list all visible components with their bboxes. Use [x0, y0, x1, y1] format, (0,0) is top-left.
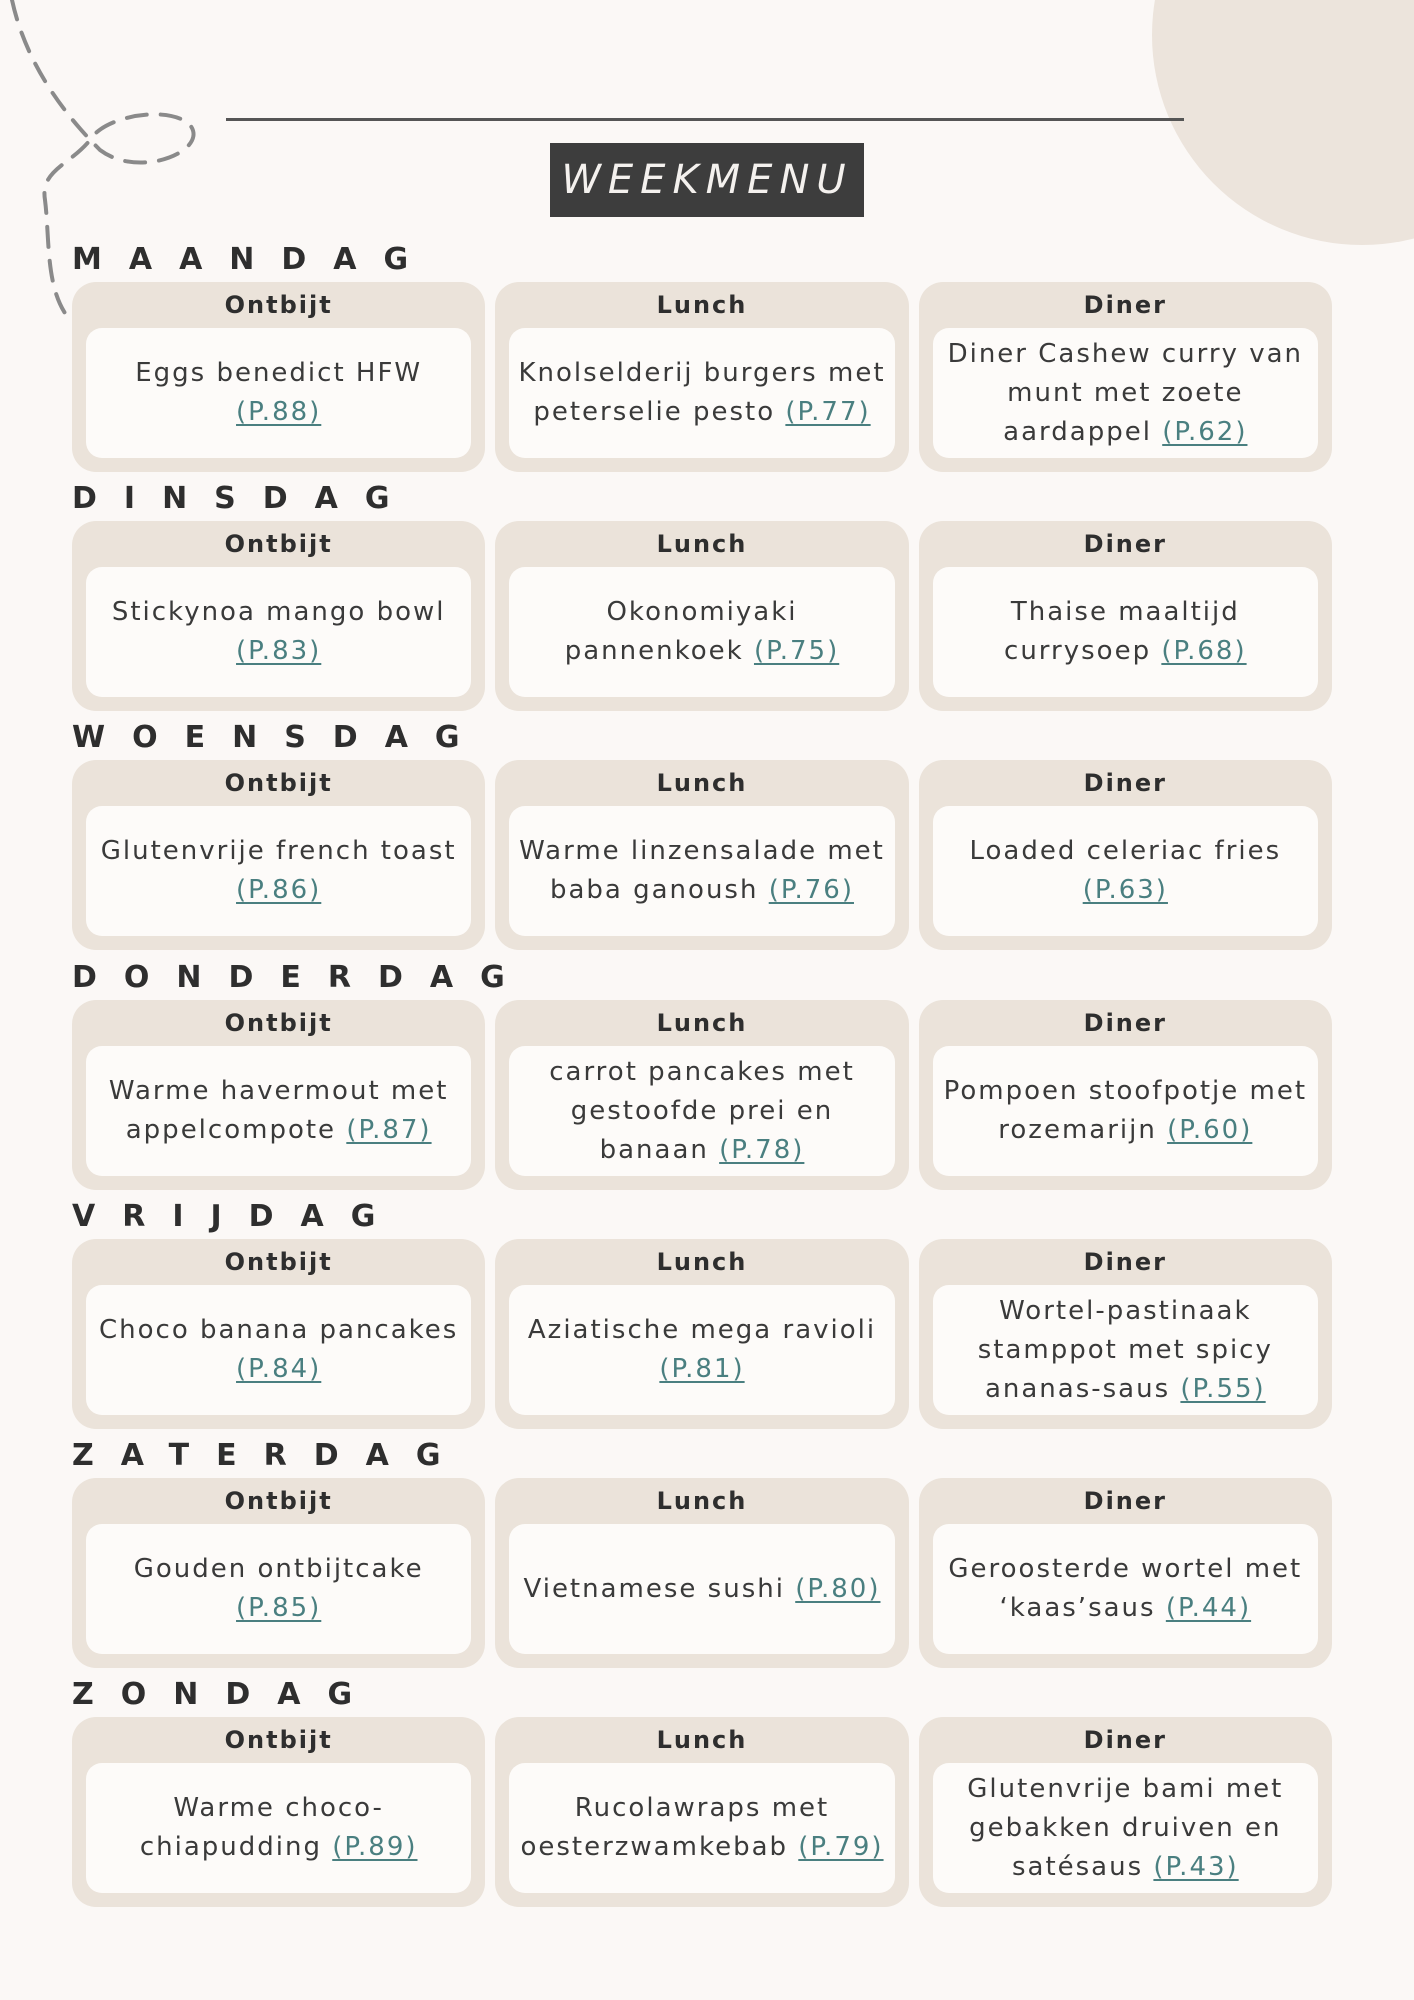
dish-name: Choco banana pancakes: [98, 1315, 459, 1345]
dish-name: Loaded celeriac fries: [969, 836, 1282, 866]
meal-card-lunch: [495, 1000, 908, 1190]
day-heading: MAANDAG: [72, 242, 436, 277]
meal-row: [72, 282, 1342, 472]
meal-text: [939, 1292, 1312, 1409]
dish-name: Gouden ontbijtcake: [133, 1554, 424, 1584]
meal-description: [509, 1046, 894, 1176]
meal-description: [933, 1285, 1318, 1415]
meal-description: [509, 806, 894, 936]
dish-name: Geroosterde wortel met ‘kaas’saus: [948, 1554, 1303, 1623]
recipe-page-link[interactable]: (P.43): [1153, 1851, 1239, 1882]
dish-name: Stickynoa mango bowl: [111, 597, 446, 627]
meal-card-lunch: [495, 760, 908, 950]
recipe-page-link[interactable]: (P.79): [798, 1832, 884, 1862]
meal-description: [933, 806, 1318, 936]
recipe-page-link[interactable]: (P.77): [785, 397, 871, 427]
meal-label: Lunch: [656, 1248, 748, 1276]
recipe-page-link[interactable]: (P.78): [719, 1134, 805, 1165]
meal-text: [515, 1311, 888, 1389]
meal-text: [92, 1789, 465, 1867]
day-section-woensdag: [72, 716, 1342, 950]
dish-name: Warme linzensalade met baba ganoush: [519, 836, 885, 905]
meal-label: Diner: [1083, 1487, 1167, 1515]
meal-text: [524, 1570, 881, 1609]
day-heading: ZATERDAG: [72, 1438, 468, 1473]
meal-description: [933, 1046, 1318, 1176]
day-section-vrijdag: [72, 1195, 1342, 1429]
meal-label: Lunch: [656, 769, 748, 797]
meal-card-lunch: [495, 282, 908, 472]
meal-text: [939, 1072, 1312, 1150]
meal-card-breakfast: [72, 1000, 485, 1190]
meal-text: [515, 354, 888, 432]
meal-card-lunch: [495, 1478, 908, 1668]
dish-name: Warme choco-chiapudding: [139, 1793, 384, 1862]
meal-label: Diner: [1083, 1248, 1167, 1276]
recipe-page-link[interactable]: (P.89): [332, 1832, 418, 1862]
meal-card-lunch: [495, 1717, 908, 1907]
dish-name: Warme havermout met appelcompote: [108, 1076, 449, 1145]
recipe-page-link[interactable]: (P.88): [236, 397, 322, 427]
meal-label: Ontbijt: [224, 530, 333, 558]
recipe-page-link[interactable]: (P.85): [236, 1593, 322, 1623]
dish-name: Thaise maaltijd currysoep: [1004, 597, 1240, 666]
day-section-dinsdag: [72, 477, 1342, 711]
meal-description: [86, 1046, 471, 1176]
meal-text: [939, 593, 1312, 671]
meal-card-breakfast: [72, 1478, 485, 1668]
meal-card-dinner: [919, 282, 1332, 472]
meal-text: [92, 593, 465, 671]
meal-description: [933, 1763, 1318, 1893]
meal-card-breakfast: [72, 1717, 485, 1907]
dish-name: Wortel-pastinaak stamppot met spicy ananas-saus: [977, 1295, 1273, 1404]
meal-description: [509, 1524, 894, 1654]
meal-text: [515, 832, 888, 910]
day-section-donderdag: [72, 956, 1342, 1190]
meal-label: Ontbijt: [224, 1726, 333, 1754]
meal-label: Diner: [1083, 530, 1167, 558]
meal-description: [86, 1524, 471, 1654]
meal-card-dinner: [919, 760, 1332, 950]
meal-description: [509, 1763, 894, 1893]
meal-description: [933, 328, 1318, 458]
day-section-maandag: [72, 238, 1342, 472]
day-heading: WOENSDAG: [72, 720, 487, 755]
meal-description: [933, 567, 1318, 697]
day-section-zaterdag: [72, 1434, 1342, 1668]
meal-description: [933, 1524, 1318, 1654]
recipe-page-link[interactable]: (P.81): [659, 1354, 745, 1384]
dish-name: Pompoen stoofpotje met rozemarijn: [943, 1076, 1308, 1145]
meal-label: Lunch: [656, 1487, 748, 1515]
meal-description: [86, 328, 471, 458]
meal-text: [92, 1550, 465, 1628]
title-banner: [550, 143, 864, 217]
meal-label: Ontbijt: [224, 1487, 333, 1515]
meal-text: [92, 1311, 465, 1389]
recipe-page-link[interactable]: (P.83): [236, 636, 322, 666]
recipe-page-link[interactable]: (P.75): [753, 636, 840, 666]
dish-name: Knolselderij burgers met peterselie pesto: [518, 358, 886, 427]
meal-card-breakfast: [72, 1239, 485, 1429]
dish-name: Diner Cashew curry van munt met zoete aardappel: [947, 338, 1304, 447]
day-heading: DINSDAG: [72, 481, 417, 516]
recipe-page-link[interactable]: (P.44): [1165, 1593, 1252, 1623]
dish-name: Aziatische mega ravioli: [527, 1315, 877, 1345]
recipe-page-link[interactable]: (P.68): [1161, 636, 1247, 666]
meal-description: [86, 1285, 471, 1415]
meal-card-breakfast: [72, 282, 485, 472]
recipe-page-link[interactable]: (P.60): [1167, 1115, 1253, 1145]
meal-text: [515, 593, 888, 671]
decorative-circle: [1152, 0, 1414, 245]
meal-label: Diner: [1083, 1009, 1167, 1037]
dish-name: Eggs benedict HFW: [135, 358, 423, 388]
day-heading: ZONDAG: [72, 1677, 380, 1712]
meal-row: [72, 1717, 1342, 1907]
recipe-page-link[interactable]: (P.55): [1180, 1373, 1266, 1404]
meal-label: Diner: [1083, 769, 1167, 797]
meal-label: Ontbijt: [224, 291, 333, 319]
meal-row: [72, 1239, 1342, 1429]
dish-name: Glutenvrije bami met gebakken druiven en satésaus: [967, 1773, 1284, 1882]
meal-text: [939, 335, 1312, 452]
meal-card-dinner: [919, 1478, 1332, 1668]
meal-label: Ontbijt: [224, 1009, 333, 1037]
day-section-zondag: [72, 1673, 1342, 1907]
meal-card-dinner: [919, 1000, 1332, 1190]
meal-row: [72, 1000, 1342, 1190]
meal-card-dinner: [919, 1239, 1332, 1429]
recipe-page-link[interactable]: (P.84): [236, 1354, 322, 1384]
meal-description: [509, 1285, 894, 1415]
dish-name: carrot pancakes met gestoofde prei en banaan: [549, 1056, 855, 1165]
day-heading: VRIJDAG: [72, 1199, 403, 1234]
recipe-page-link[interactable]: (P.86): [236, 875, 322, 905]
meal-card-breakfast: [72, 760, 485, 950]
dish-name: Glutenvrije french toast: [100, 836, 457, 866]
recipe-page-link[interactable]: (P.63): [1082, 875, 1168, 905]
meal-description: [86, 806, 471, 936]
meal-label: Lunch: [656, 530, 748, 558]
meal-row: [72, 1478, 1342, 1668]
meal-description: [509, 328, 894, 458]
meal-text: [92, 354, 465, 432]
page-title: WEEKMENU: [561, 157, 853, 203]
meal-label: Ontbijt: [224, 769, 333, 797]
meal-card-breakfast: [72, 521, 485, 711]
meal-text: [939, 1770, 1312, 1887]
meal-text: [515, 1789, 888, 1867]
dish-name: Vietnamese sushi: [523, 1573, 785, 1604]
recipe-page-link[interactable]: (P.62): [1162, 416, 1248, 447]
meal-label: Lunch: [656, 1009, 748, 1037]
meal-text: [939, 1550, 1312, 1628]
meal-label: Diner: [1083, 291, 1167, 319]
meal-text: [92, 832, 465, 910]
meal-card-lunch: [495, 521, 908, 711]
dish-name: Rucolawraps met oesterzwamkebab: [520, 1793, 830, 1862]
meal-text: [515, 1053, 888, 1170]
meal-description: [86, 567, 471, 697]
meal-label: Lunch: [656, 291, 748, 319]
top-divider-line: [226, 118, 1184, 121]
meal-description: [86, 1763, 471, 1893]
meal-label: Ontbijt: [224, 1248, 333, 1276]
meal-row: [72, 521, 1342, 711]
meal-card-lunch: [495, 1239, 908, 1429]
recipe-page-link[interactable]: (P.76): [768, 875, 854, 905]
meal-card-dinner: [919, 1717, 1332, 1907]
meal-card-dinner: [919, 521, 1332, 711]
recipe-page-link[interactable]: (P.87): [346, 1115, 432, 1145]
meal-text: [92, 1072, 465, 1150]
meal-label: Diner: [1083, 1726, 1167, 1754]
meal-label: Lunch: [656, 1726, 748, 1754]
dish-name: Okonomiyaki pannenkoek: [564, 597, 798, 666]
meal-row: [72, 760, 1342, 950]
recipe-page-link[interactable]: (P.80): [795, 1573, 881, 1604]
meal-text: [939, 832, 1312, 910]
day-heading: DONDERDAG: [72, 960, 532, 995]
meal-description: [509, 567, 894, 697]
